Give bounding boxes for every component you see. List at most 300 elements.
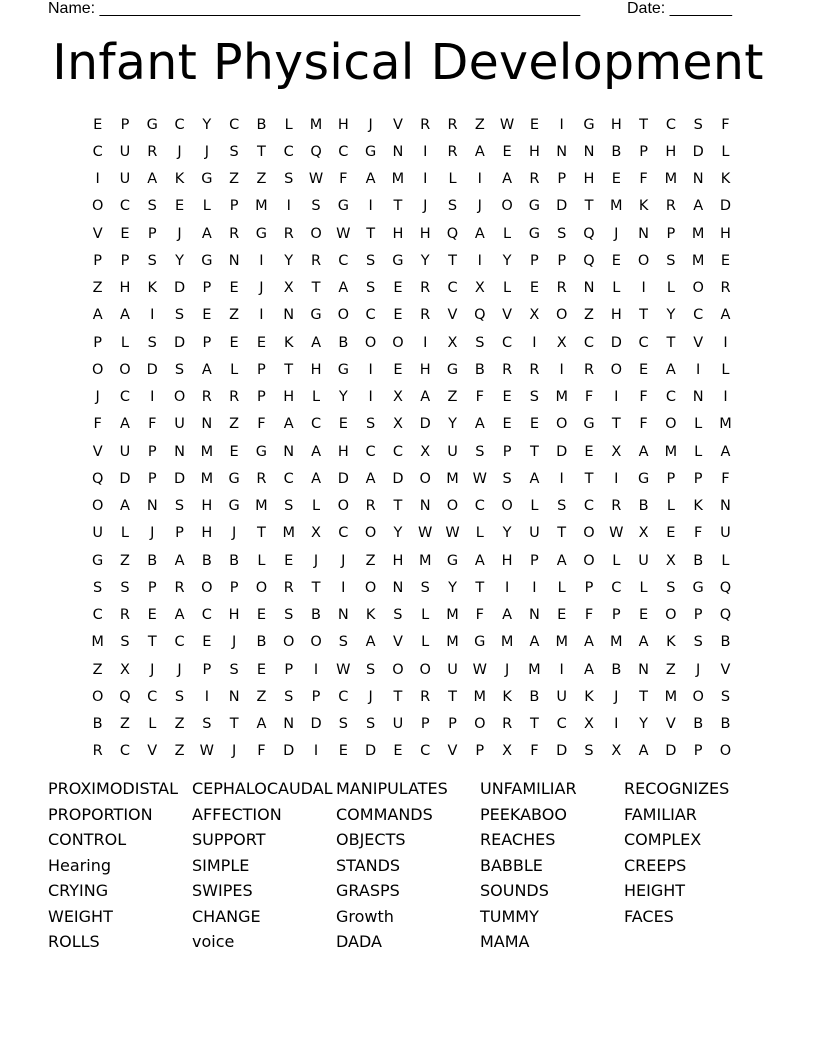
grid-letter: O bbox=[283, 634, 295, 651]
grid-letter: W bbox=[418, 525, 433, 542]
grid-letter: G bbox=[255, 443, 268, 460]
word-list-item: CEPHALOCAUDAL bbox=[192, 779, 333, 798]
grid-letter: C bbox=[119, 389, 130, 406]
grid-letter: Y bbox=[502, 525, 512, 542]
grid-letter: T bbox=[584, 470, 594, 487]
grid-letter: O bbox=[310, 225, 322, 242]
grid-letter: R bbox=[92, 743, 103, 760]
word-list-item: Growth bbox=[336, 906, 394, 926]
grid-letter: H bbox=[665, 143, 677, 160]
grid-letter: B bbox=[147, 552, 158, 569]
grid-letter: E bbox=[393, 361, 403, 378]
grid-letter: B bbox=[638, 498, 649, 515]
grid-letter: M bbox=[446, 470, 459, 487]
grid-letter: V bbox=[502, 307, 513, 324]
grid-letter: T bbox=[639, 116, 649, 133]
grid-letter: S bbox=[338, 634, 348, 651]
grid-letter: A bbox=[147, 171, 158, 188]
grid-letter: M bbox=[691, 225, 705, 242]
grid-letter: Q bbox=[583, 225, 595, 242]
grid-letter: B bbox=[256, 634, 267, 651]
grid-letter: T bbox=[366, 225, 376, 242]
grid-letter: E bbox=[584, 443, 594, 460]
grid-letter: T bbox=[393, 498, 403, 515]
word-list-item: TUMMY bbox=[480, 906, 539, 926]
grid-letter: L bbox=[284, 116, 293, 133]
grid-letter: K bbox=[666, 634, 676, 651]
grid-letter: R bbox=[665, 198, 676, 215]
word-list-item: voice bbox=[192, 932, 235, 951]
grid-letter: P bbox=[530, 552, 539, 569]
grid-letter: E bbox=[202, 634, 212, 651]
grid-letter: F bbox=[475, 389, 484, 406]
word-list-item: CREEPS bbox=[624, 855, 687, 875]
grid-letter: O bbox=[392, 661, 404, 678]
grid-letter: M bbox=[664, 443, 678, 460]
grid-letter: V bbox=[147, 743, 158, 760]
word-list-item: PEEKABOO bbox=[480, 804, 567, 824]
grid-letter: O bbox=[119, 361, 131, 378]
grid-letter: S bbox=[174, 688, 185, 705]
grid-letter: O bbox=[91, 688, 104, 705]
grid-letter: Q bbox=[91, 470, 104, 487]
grid-letter: G bbox=[692, 579, 704, 596]
grid-letter: Z bbox=[119, 716, 130, 733]
grid-letter: I bbox=[641, 280, 646, 297]
grid-letter: P bbox=[202, 334, 212, 351]
grid-letter: J bbox=[150, 525, 155, 542]
grid-letter: C bbox=[611, 579, 622, 596]
grid-letter: T bbox=[229, 716, 239, 733]
grid-letter: H bbox=[337, 116, 349, 133]
word-list-item: SWIPES bbox=[192, 881, 253, 900]
grid-letter: A bbox=[119, 307, 130, 324]
grid-letter: D bbox=[392, 470, 404, 487]
grid-letter: T bbox=[475, 579, 485, 596]
grid-letter: F bbox=[584, 389, 594, 406]
grid-letter: C bbox=[338, 143, 349, 160]
grid-letter: Z bbox=[229, 416, 240, 433]
grid-letter: W bbox=[445, 525, 460, 542]
grid-letter: S bbox=[366, 716, 376, 733]
grid-letter: V bbox=[92, 443, 103, 460]
grid-letter: P bbox=[693, 743, 703, 760]
grid-letter: M bbox=[555, 634, 568, 651]
page-title: Infant Physical Development bbox=[52, 34, 764, 91]
grid-letter: S bbox=[174, 498, 185, 515]
grid-letter: I bbox=[423, 334, 428, 351]
grid-letter: I bbox=[532, 334, 537, 351]
grid-letter: T bbox=[147, 634, 157, 651]
grid-letter: J bbox=[204, 143, 209, 160]
grid-letter: Q bbox=[583, 252, 595, 269]
grid-letter: V bbox=[447, 743, 458, 760]
grid-letter: R bbox=[174, 579, 185, 596]
grid-letter: O bbox=[474, 716, 486, 733]
grid-letter: U bbox=[447, 661, 458, 678]
grid-letter: R bbox=[529, 361, 540, 378]
grid-letter: F bbox=[475, 607, 484, 624]
grid-letter: N bbox=[583, 280, 595, 297]
grid-letter: W bbox=[199, 743, 214, 760]
grid-letter: H bbox=[337, 443, 349, 460]
grid-letter: S bbox=[393, 607, 403, 624]
grid-letter: I bbox=[696, 361, 701, 378]
grid-letter: X bbox=[474, 280, 485, 297]
word-list-item: CRYING bbox=[48, 881, 109, 900]
grid-letter: A bbox=[201, 225, 212, 242]
grid-letter: P bbox=[229, 198, 239, 215]
grid-letter: T bbox=[529, 716, 539, 733]
grid-letter: I bbox=[95, 171, 100, 188]
grid-letter: A bbox=[638, 743, 649, 760]
word-list-item: DADA bbox=[336, 932, 382, 951]
grid-letter: E bbox=[229, 280, 239, 297]
grid-letter: Q bbox=[719, 607, 732, 624]
grid-letter: F bbox=[721, 470, 730, 487]
grid-letter: C bbox=[392, 443, 403, 460]
grid-letter: P bbox=[120, 252, 130, 269]
grid-letter: J bbox=[696, 661, 701, 678]
grid-letter: S bbox=[584, 743, 594, 760]
word-list-item: GRASPS bbox=[336, 881, 400, 900]
grid-letter: P bbox=[639, 143, 648, 160]
grid-letter: P bbox=[502, 443, 512, 460]
grid-letter: T bbox=[448, 252, 457, 269]
grid-letter: F bbox=[584, 607, 594, 624]
grid-letter: A bbox=[201, 361, 212, 378]
grid-letter: S bbox=[666, 579, 676, 596]
grid-letter: Y bbox=[448, 416, 457, 433]
grid-letter: C bbox=[693, 307, 704, 324]
grid-letter: S bbox=[366, 252, 376, 269]
grid-letter: I bbox=[368, 389, 373, 406]
grid-letter: C bbox=[92, 607, 103, 624]
grid-letter: A bbox=[584, 634, 594, 651]
grid-letter: P bbox=[448, 716, 457, 733]
grid-letter: R bbox=[229, 225, 240, 242]
grid-letter: R bbox=[229, 389, 240, 406]
grid-letter: C bbox=[338, 525, 349, 542]
grid-letter: P bbox=[120, 116, 130, 133]
grid-letter: A bbox=[638, 634, 649, 651]
grid-letter: M bbox=[719, 416, 732, 433]
grid-letter: T bbox=[557, 525, 567, 542]
grid-letter: K bbox=[720, 171, 731, 188]
grid-letter: M bbox=[610, 198, 623, 215]
grid-letter: N bbox=[638, 661, 650, 678]
grid-letter: D bbox=[173, 280, 186, 297]
grid-letter: J bbox=[231, 525, 237, 542]
grid-letter: J bbox=[614, 688, 619, 705]
grid-letter: G bbox=[337, 198, 349, 215]
grid-letter: V bbox=[447, 307, 458, 324]
grid-letter: A bbox=[638, 443, 649, 460]
word-list-item: COMPLEX bbox=[624, 830, 702, 849]
grid-letter: P bbox=[475, 743, 485, 760]
grid-letter: T bbox=[448, 688, 457, 705]
grid-letter: L bbox=[721, 143, 730, 160]
grid-letter: U bbox=[720, 525, 731, 542]
grid-letter: R bbox=[502, 716, 513, 733]
grid-letter: G bbox=[201, 171, 213, 188]
grid-letter: C bbox=[665, 389, 676, 406]
grid-letter: C bbox=[583, 334, 595, 351]
grid-letter: C bbox=[174, 116, 185, 133]
grid-letter: R bbox=[119, 607, 130, 624]
grid-letter: S bbox=[366, 416, 376, 433]
grid-letter: A bbox=[720, 307, 731, 324]
grid-letter: V bbox=[720, 661, 731, 678]
grid-letter: L bbox=[257, 552, 266, 569]
grid-letter: Z bbox=[256, 171, 267, 188]
date-field-label: Date: _______ bbox=[627, 0, 732, 17]
grid-letter: E bbox=[666, 525, 676, 542]
grid-letter: V bbox=[392, 634, 403, 651]
grid-letter: H bbox=[310, 361, 322, 378]
grid-letter: J bbox=[477, 198, 482, 215]
grid-letter: R bbox=[310, 252, 322, 269]
grid-letter: B bbox=[338, 334, 349, 351]
grid-letter: S bbox=[475, 443, 485, 460]
grid-letter: U bbox=[392, 716, 404, 733]
grid-letter: S bbox=[447, 198, 458, 215]
grid-letter: R bbox=[147, 143, 158, 160]
grid-letter: G bbox=[337, 361, 349, 378]
grid-letter: L bbox=[721, 361, 730, 378]
grid-letter: J bbox=[504, 661, 510, 678]
grid-letter: M bbox=[528, 661, 541, 678]
grid-letter: S bbox=[284, 607, 294, 624]
grid-letter: E bbox=[502, 143, 512, 160]
grid-letter: R bbox=[447, 116, 458, 133]
grid-letter: D bbox=[556, 198, 568, 215]
grid-letter: I bbox=[559, 116, 564, 133]
grid-letter: L bbox=[612, 280, 621, 297]
grid-letter: C bbox=[665, 116, 676, 133]
word-list-item: FAMILIAR bbox=[624, 804, 697, 824]
grid-letter: G bbox=[255, 225, 268, 242]
grid-letter: P bbox=[93, 334, 103, 351]
grid-letter: P bbox=[229, 579, 239, 596]
grid-letter: P bbox=[202, 661, 212, 678]
grid-letter: G bbox=[446, 361, 459, 378]
grid-letter: E bbox=[202, 307, 212, 324]
grid-letter: I bbox=[477, 171, 482, 188]
grid-letter: F bbox=[639, 389, 648, 406]
grid-letter: T bbox=[393, 688, 403, 705]
grid-letter: P bbox=[530, 252, 539, 269]
grid-letter: M bbox=[200, 443, 214, 460]
grid-letter: Z bbox=[92, 280, 103, 297]
grid-letter: D bbox=[692, 143, 704, 160]
grid-letter: C bbox=[502, 334, 513, 351]
grid-letter: N bbox=[146, 498, 158, 515]
grid-letter: R bbox=[365, 498, 376, 515]
grid-letter: C bbox=[92, 143, 103, 160]
grid-letter: V bbox=[392, 116, 403, 133]
grid-letter: T bbox=[257, 143, 266, 160]
grid-letter: I bbox=[477, 252, 482, 269]
grid-letter: T bbox=[611, 416, 621, 433]
grid-letter: I bbox=[286, 198, 291, 215]
grid-letter: P bbox=[284, 661, 294, 678]
grid-letter: R bbox=[720, 280, 731, 297]
grid-letter: E bbox=[256, 607, 267, 624]
grid-letter: B bbox=[474, 361, 485, 378]
grid-letter: H bbox=[419, 225, 431, 242]
grid-letter: U bbox=[119, 143, 131, 160]
grid-letter: K bbox=[283, 334, 294, 351]
grid-letter: O bbox=[201, 579, 213, 596]
word-list-item: PROPORTION bbox=[48, 804, 153, 824]
grid-letter: B bbox=[92, 716, 103, 733]
grid-letter: I bbox=[259, 252, 264, 269]
grid-letter: L bbox=[120, 334, 129, 351]
grid-letter: H bbox=[720, 225, 731, 242]
grid-letter: O bbox=[337, 498, 350, 515]
grid-letter: S bbox=[420, 579, 430, 596]
grid-letter: A bbox=[474, 143, 485, 160]
grid-letter: K bbox=[502, 688, 512, 705]
grid-letter: G bbox=[92, 552, 104, 569]
grid-letter: N bbox=[638, 225, 650, 242]
grid-letter: E bbox=[393, 280, 403, 297]
grid-letter: A bbox=[474, 225, 485, 242]
grid-letter: I bbox=[423, 171, 428, 188]
grid-letter: I bbox=[423, 143, 428, 160]
grid-letter: I bbox=[341, 579, 346, 596]
grid-letter: X bbox=[638, 525, 649, 542]
grid-letter: M bbox=[255, 198, 268, 215]
grid-letter: J bbox=[368, 688, 373, 705]
grid-letter: Y bbox=[338, 389, 348, 406]
grid-letter: C bbox=[474, 498, 485, 515]
grid-letter: L bbox=[557, 579, 566, 596]
grid-letter: Y bbox=[502, 252, 512, 269]
grid-letter: G bbox=[474, 634, 486, 651]
grid-letter: M bbox=[473, 688, 487, 705]
word-list-item: OBJECTS bbox=[336, 830, 406, 849]
grid-letter: K bbox=[638, 198, 649, 215]
grid-letter: O bbox=[665, 416, 677, 433]
grid-letter: R bbox=[502, 361, 513, 378]
grid-letter: W bbox=[499, 116, 515, 133]
grid-letter: C bbox=[338, 688, 349, 705]
grid-letter: P bbox=[693, 607, 703, 624]
grid-letter: N bbox=[556, 143, 568, 160]
grid-letter: Z bbox=[584, 307, 594, 324]
grid-letter: V bbox=[92, 225, 103, 242]
grid-letter: M bbox=[664, 171, 678, 188]
grid-letter: O bbox=[692, 688, 704, 705]
grid-letter: J bbox=[341, 552, 346, 569]
grid-letter: F bbox=[721, 116, 730, 133]
grid-letter: D bbox=[419, 416, 431, 433]
grid-letter: S bbox=[557, 225, 567, 242]
grid-letter: X bbox=[119, 661, 130, 678]
grid-letter: E bbox=[611, 252, 621, 269]
grid-letter: O bbox=[392, 334, 404, 351]
grid-letter: W bbox=[336, 661, 351, 678]
grid-letter: Y bbox=[420, 252, 430, 269]
grid-letter: N bbox=[174, 443, 185, 460]
grid-letter: O bbox=[364, 579, 377, 596]
grid-letter: S bbox=[229, 661, 239, 678]
grid-letter: S bbox=[475, 334, 485, 351]
grid-letter: M bbox=[500, 634, 514, 651]
grid-letter: A bbox=[311, 443, 321, 460]
grid-letter: D bbox=[173, 470, 186, 487]
grid-letter: B bbox=[256, 116, 267, 133]
grid-letter: E bbox=[338, 416, 348, 433]
grid-letter: S bbox=[311, 198, 321, 215]
grid-letter: E bbox=[338, 743, 348, 760]
grid-letter: N bbox=[583, 143, 595, 160]
grid-letter: O bbox=[583, 525, 595, 542]
grid-letter: E bbox=[256, 661, 267, 678]
grid-letter: O bbox=[337, 307, 350, 324]
grid-letter: A bbox=[311, 470, 321, 487]
grid-letter: E bbox=[93, 116, 103, 133]
grid-letter: C bbox=[556, 716, 567, 733]
grid-letter: R bbox=[420, 280, 431, 297]
grid-letter: U bbox=[119, 443, 131, 460]
grid-letter: Q bbox=[446, 225, 459, 242]
grid-letter: Y bbox=[393, 525, 403, 542]
grid-letter: D bbox=[146, 361, 158, 378]
grid-letter: R bbox=[556, 280, 567, 297]
grid-letter: S bbox=[720, 688, 731, 705]
grid-letter: I bbox=[614, 470, 619, 487]
grid-letter: I bbox=[723, 334, 728, 351]
grid-letter: O bbox=[501, 198, 513, 215]
grid-letter: N bbox=[228, 252, 240, 269]
grid-letter: C bbox=[583, 498, 595, 515]
grid-letter: P bbox=[147, 225, 157, 242]
grid-letter: W bbox=[609, 525, 624, 542]
grid-letter: M bbox=[309, 116, 323, 133]
grid-letter: M bbox=[446, 634, 459, 651]
grid-letter: P bbox=[175, 525, 184, 542]
grid-letter: M bbox=[200, 470, 214, 487]
grid-letter: K bbox=[693, 498, 703, 515]
grid-letter: K bbox=[365, 607, 376, 624]
grid-letter: Z bbox=[119, 552, 130, 569]
grid-letter: O bbox=[610, 361, 622, 378]
grid-letter: U bbox=[92, 525, 103, 542]
word-list-item: HEIGHT bbox=[624, 881, 686, 900]
grid-letter: H bbox=[201, 525, 213, 542]
grid-letter: A bbox=[584, 661, 594, 678]
grid-letter: I bbox=[559, 661, 564, 678]
grid-letter: J bbox=[150, 661, 155, 678]
word-list bbox=[48, 779, 768, 958]
grid-letter: L bbox=[612, 552, 621, 569]
grid-letter: T bbox=[257, 525, 266, 542]
grid-letter: B bbox=[693, 716, 704, 733]
grid-letter: T bbox=[639, 688, 649, 705]
grid-letter: K bbox=[147, 280, 157, 297]
grid-letter: O bbox=[555, 307, 568, 324]
grid-letter: A bbox=[693, 198, 704, 215]
grid-letter: Z bbox=[174, 716, 185, 733]
grid-letter: F bbox=[93, 416, 102, 433]
grid-letter: L bbox=[530, 498, 539, 515]
grid-letter: O bbox=[446, 498, 459, 515]
grid-letter: I bbox=[559, 470, 564, 487]
grid-letter: W bbox=[472, 661, 487, 678]
